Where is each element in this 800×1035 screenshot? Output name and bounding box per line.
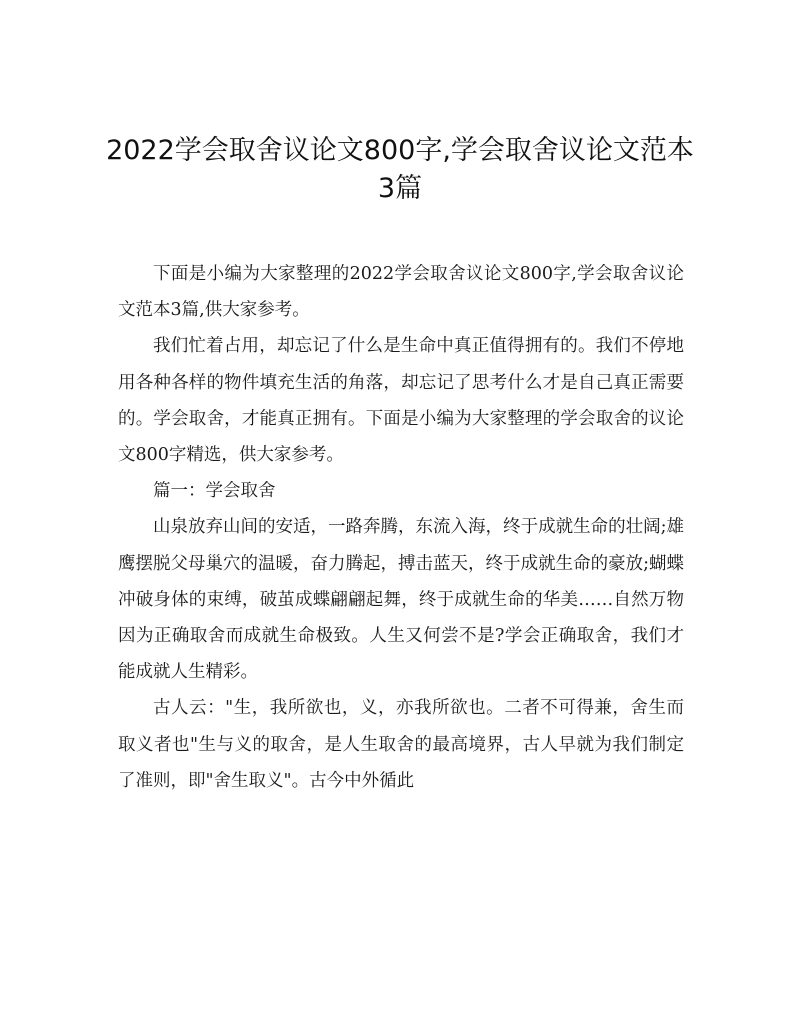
paragraph-intro: 下面是小编为大家整理的2022学会取舍议论文800字,学会取舍议论文范本3篇,供大家参考。 <box>118 264 684 321</box>
document-title: 2022学会取舍议论文800字,学会取舍议论文范本3篇 <box>106 135 694 204</box>
paragraph-ancients: 古人云："生，我所欲也，义，亦我所欲也。二者不可得兼，舍生而取义者也"生与义的取舍，是人生取舍的最高境界，古人早就为我们制定了准则，即"舍生取义"。古今中外循此 <box>118 698 684 791</box>
paragraph-preface: 我们忙着占用，却忘记了什么是生命中真正值得拥有的。我们不停地用各种各样的物件填充生活的角落，却忘记了思考什么才是自己真正需要的。学会取舍，才能真正拥有。下面是小编为大家整理的学会取舍的议论文800字精选，供大家参考。 <box>118 336 684 466</box>
document-body <box>118 256 684 799</box>
paragraph-nature: 山泉放弃山间的安适，一路奔腾，东流入海，终于成就生命的壮阔;雄鹰摆脱父母巢穴的温暖，奋力腾起，搏击蓝天，终于成就生命的豪放;蝴蝶冲破身体的束缚，破茧成蝶翩翩起舞，终于成就生命的华美……自然万物因为正确取舍而成就生命极致。人生又何尝不是?学会正确取舍，我们才能成就人生精彩。 <box>118 517 684 683</box>
section-heading: 篇一：学会取舍 <box>153 481 276 502</box>
